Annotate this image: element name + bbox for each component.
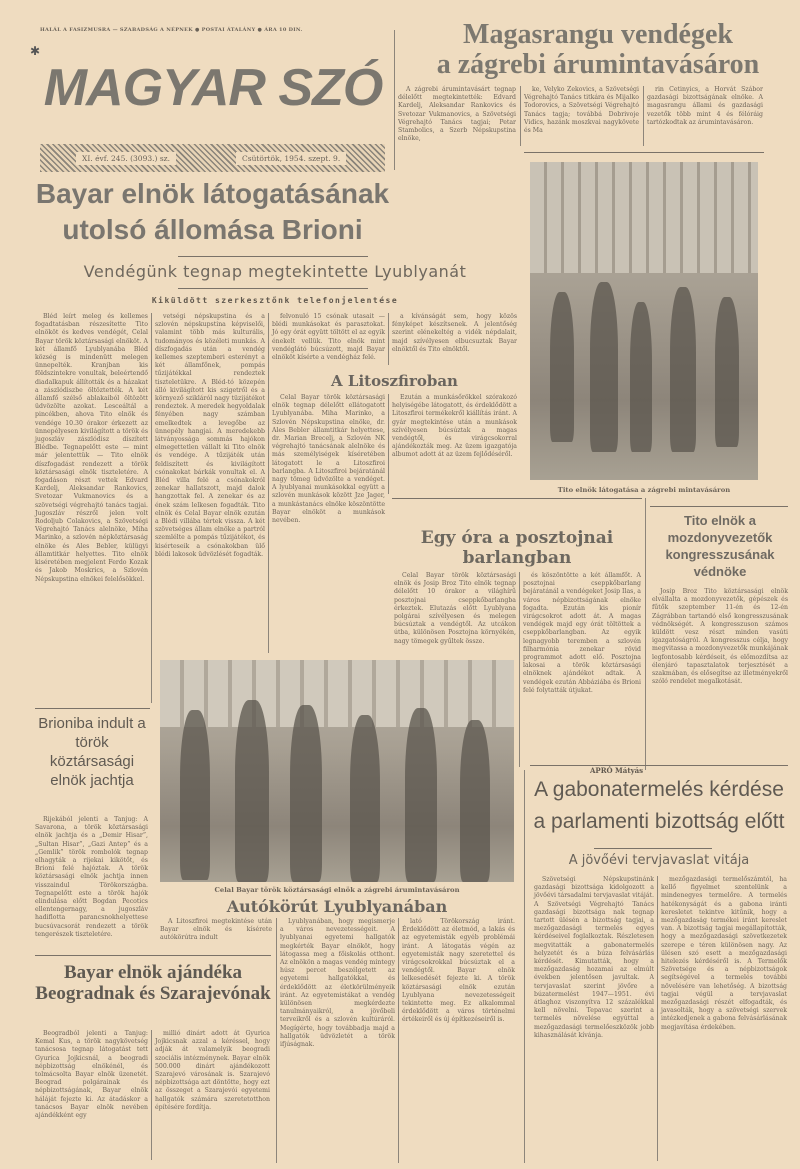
bayar-fair-photo [160,660,514,882]
newspaper-title: MAGYAR SZÓ [43,59,383,117]
divider [35,955,271,956]
litoszfiro-heading: A Litoszfiroban [331,372,458,390]
divider [178,288,368,289]
magasrangu-column-1: A zágrebi árumintavásárt tegnap délelőtt megtekintették: Edvard Kardelj, Aleksandar Rankovics és Svetozar Vukmanovics, a Szövetségi Végrehajtó Tanács tagjai; Petar Stambolics, a Szerb Népskupstina elnöke, [398,86,516,143]
divider [178,256,368,257]
lead-column-1: Bléd leírt meleg és kellemes fogadtatásban részesítette Tito elnököt és kedves vendégét, Celal Bayar török köztársasági elnököt. A két államfő Lyublyanába Bléd község is mindenütt melegen ünnepelték. Kranjban kis földszintekre vonultak, beleértendő diadalkapuk állították és a házakat a zászlódiszbe öltöztették. A két államfő szélső ablakaiból öltözött üdvözölte azokat. Lesceáltál a pincékben, ahova Tito elnök és vendége 10.30 órakor érkezett az ünnepélyesen kivilágított a török és jugoszláv zászlódisz díszített Blédbe. Tegnapelőtt este — mint már jelentettük — Tito elnök díszfogadást rendezett a török köztársasági elnök tiszteletére. A fogadáson részt vettek Edvard Kardelj, Aleksandar Rankovics, Svetozar Vukmanovics és a szövetségi végrehajtó tanács tagjai. Jugoszláv részről jelen volt Rodoljub Colakovics, a Szövetségi Végrehajtó Tanács alelnöke, Miha Marinko, a szlovén népköztársaság elnöke és Ales Bebler, külügyi államtitkár helyettes. Tito elnök kiséretében megjelent Ferdo Kozak és Jakob Moskrics, a Szlovén Népskupstina elnökei felelősökkel. [35,313,148,583]
bayar-fair-photo-caption: Celal Bayar török köztársasági elnök a zágrebi árumintavásáron [214,886,460,894]
ajandek-heading: Bayar elnök ajándéka Beogradnak és Szarajevónak [35,962,271,1004]
issue-date: Csütörtök, 1954. szept. 9. [236,152,346,165]
divider [594,848,712,849]
barlang-heading-line2: barlangban [462,548,572,568]
autokorut-intro: A Litoszfiroi megtekintése után Bayar elnök és kísérete autókörútra indult [160,918,272,942]
divider [524,152,764,153]
gabona-heading-line2: a parlamenti bizottság előtt [533,810,785,833]
ajandek-column-1: Beogradból jelenti a Tanjug: Kemal Kus, a török nagykövetség tanácsosa tegnap látogatást tett Gyurica Jojkicsnál, a beogradi népbizottság elnökénél, és tolmácsolta Bayar elnök üzenetét. Beograd polgárainak és népbizottságának, Bayar elnök háláját fejezte ki. Az átadáskor a tanácsos Bayar elnök nevében ajándékként egy [35,1030,148,1120]
divider [392,498,642,499]
barlang-heading-line1: Egy óra a posztojnai [420,528,614,548]
gabona-subheading: A jövőévi tervjavaslat vitája [568,853,750,868]
column-divider [151,313,152,703]
divider [35,708,150,709]
issue-number: XI. évf. 245. (3093.) sz. [76,152,176,165]
autokorut-column-2: lató Törökország iránt. Érdeklődött az életmód, a lakás és az egyetemisták egyéb problémái iránt. A látogatás végén az egyetemisták nagy szeretettel és virágcsokrokkal búcsúztak el a vendégtől. Bayar elnök lelkesedését fejezte ki. A török köztársasági elnök ezután Lyublyana nevezetességeit tekintette meg. Ez alkalommal érdeklődött a város történelmi értékeiről és új építkezéseiről is. [402,918,515,1024]
tito-fair-photo-caption: Tito elnök látogatása a zágrebi mintavásáron [557,486,731,494]
column-divider [645,498,646,770]
tito-box-heading: Tito elnök a mozdonyvezetők kongresszusának védnöke [665,513,775,579]
column-divider [388,394,389,494]
column-divider [268,313,269,653]
brioni-heading: Brioniba indult a török köztársasági elnök jachtja [38,715,146,789]
gabona-column-1: Szövetségi Népskupstinánk gazdasági bizottsága kidolgozott a jövőévi társadalmi tervjavaslat vitáját. A Szövetségi Végrehajtó Tanács gazdasági bizottsága nak tegnap tartott ülésén a bizottság tagjai, a mezőgazdasági termelés egyes kérdéseivel foglalkoztak. Részletesen megvitatták a gabonatermelés helyzetét és a búza felvásárlás kérdését. Kimutatták, hogy a mezőgazdaság hozamai az elmúlt években jelentősen javultak. A tervjavaslat szerint jövőre a búzatermelést 1947—1951. évi átlaghoz viszonyítva 12 százalékkal kell növelni. Tepavac szerint a termelés növelése egyúttal a mezőgazdasági termelőeszközök jobb kihasználását kívánja. [534,876,654,1039]
litoszfiro-column-1: Celal Bayar török köztársasági elnök tegnap délelőtt ellátogatott Lyublyanába. Miha Marinko, a Szlovén Népskupstina elnöke, dr. Ales Bebler államtitkár helyettese, dr. Marian Brecelj, a Szlovén NK végrehajtó tanácsának alelnöke és más személyiségek kíséretében látogatott le a Litoszfiroi barlangba. A Litoszfiroi bejáratánál nagy tömeg üdvözölte a vendéget. A lyublyanai munkásokkal együtt a szlovén munkások között Jze Jager, a munkástanács elnöke köszöntötte Bayar elnököt a munkások nevében. [272,394,385,525]
lead-byline: Kiküldött szerkesztőnk telefonjelentése [151,296,399,305]
magasrangu-column-2: ke, Velyko Zekovics, a Szövetségi Végrehajtó Tanács titkára és Mijalko Todorovics, a Szövetségi Végrehajtó Tanács tagja; továbbá Dobrivoje Vidics, hazánk moszkvai nagykövete és Ma [524,86,639,135]
barlang-signature: APRÓ Mátyás [590,766,644,775]
litoszfiro-column-2: Ezután a munkásőrökkel szórakozó helyiségébe látogatott, és érdeklődött a Litoszfiroi termékekről kiállítás iránt. A gyár megtekintése után a munkások szívélyesen búcsúztak a magas vendégtől, és virágcsokorral ajándékozták meg. Az üzem igazgatója albumot adott át az üzem fejlődéséről. [392,394,517,459]
gabona-column-2: mezőgazdasági termelőszámtól, ha kellő figyelmet szentelünk a mindenegyes termelőre. A termelés hatékonyságát és a gabona iránti keresletet tekintve kitűnik, hogy a mezőgazdaság termékei iránt kereslet van. A bizottság tagjai megállapították, hogy a mezőgazdasági szövetkezetek szerepe e téren különösen nagy. Az ülésen szó esett a mezőgazdasági hitelezés kérdéséről is. A Termelők Szövetsége és a népbizottságok segítségével a termelés további növelésére van lehetőség. A bizottság tagjai végül a tervjavaslat mezőgazdasági részét elfogadták, és javasolták, hogy a szövetségi szervek intézkedjenek a gabona felvásárlásának megjavítása érdekében. [661,876,787,1031]
lead-subheadline: Vendégünk tegnap megtekintette Lyublyanát [83,262,467,281]
column-divider [398,918,399,1163]
gabona-heading-line1: A gabonatermelés kérdése [534,778,784,801]
column-divider [643,86,644,146]
column-divider [276,918,277,1163]
magasrangu-headline-line1: Magasrangu vendégek [463,19,733,50]
barlang-column-1: Celal Bayar török köztársasági elnök és Josip Broz Tito elnök tegnap délelőtt 10 órakor a világhírű posztojnai cseppkőbarlangba érkeztek. Elutazás előtt Lyublyana polgárai szívélyesen és melegen búcsúztak a vendégtől. Az utcákon útba, különösen Posztojna környékén, nagy tömegek gyűltek össze. [394,572,516,645]
lead-column-3: felvonuló 15 csónak utasait — blédi munkásokat és parasztokat. Jó egy órát együtt töltött el az egyik énekelt vellük. Tito elnök mint vendéglátó búcsúzott, majd Bayar elnököt kísérte a vendégház felé. [272,313,385,362]
magasrangu-column-3: rin Cetinyics, a Horvát Szábor gazdasági bizottságának elnöke. A magasrangu állami és gazdasági vezetők több mint 4 és félóráig tartózkodtak az árumintavásáron. [647,86,763,126]
barlang-column-2: és köszöntötte a két államfőt. A posztojnai cseppkőbarlang bejáratánál a vendégeket Josip Ilas, a város népbizottságának elnöke fogadta. Ezután kis pionír virágcsokrot adott át. A magas vendégek majd egy órát töltöttek a cseppkőbarlangban. Az egyik legnagyobb teremben a szlovén filharmónia zenekar rövid programmot adott elő. Posztojna lakosai a török köztársasági elnöknek ajándékot adtak. A vendégek ezután Abbáziába és Brioni felé folytatták útjukat. [523,572,641,694]
lead-column-2: vetségi népskupstina és a szlovén népskupstina képviselői, valamint több más kulturális, tudományos és közéleti munkás. A díszfogadás után a vendég kellemes szeptemberi esterényt a két államfőnek, pompás tűzijátékkal rendeztek tiszteletükre. A Bléd-tó közepén álló kivilágított kis szigetről és a környező szikláról nagy tüzijátékot rendeztek. A meredek hegyoldalak fényében nagy számban emelkedtek a levegőbe az ünnepély hangjai. A meredekebb látványossága sommás hajókon elmegettetlen vállalt ki Tito elnök és vendége. A tűzijáték után feldiszített és kivilágított csónakokat bárkák vonultak el. A Bléd villa felé a csónakokról zenekar hallatszott, majd dalok hangzottak fel. A zenekar és az ének szám lelkesen fogadták. Tito elnök és Celal Bayar elnök ezután a Blédi villába tértek vissza. A két szövetséges állam elnöke a partról szemlélte a pompás tűzijátékot, és kisérteseik a csónakokban ülő blédi lakosok üdvözlését fogadták. [155,313,265,558]
autokorut-heading: Autókörút Lyublyanában [226,897,448,916]
column-divider [519,572,520,767]
column-divider [520,86,521,146]
autokorut-column-1: Lyublyanában, hogy megismerje a város nevezetességeit. A lyublyanai egyetemi hallgatók megkérték Bayar elnököt, hogy látogassa meg a főiskolás otthont. Az elnökön a magas vendég mintegy húsz percet beszélgetett az egyetemi hallgatókkal, és érdeklődött az életkörülményeik iránt. Az egyetemistákat a vendég különösen megkérdezte tanulmányaikról, a jövőbeli terveikről és a szlovén kultúráról. Megígérte, hogy továbbadja majd a hallgatók üdvözletét a török ifjúságnak. [280,918,395,1049]
lead-headline-line1: Bayar elnök látogatásának [35,178,390,209]
tito-fair-photo [530,162,758,480]
divider [530,765,788,766]
masthead-topline: HALÁL A FASIZMUSRA — SZABADSÁG A NÉPNEK ● POSTAI ÁTALÁNY ● ÁRA 10 DIN. [40,27,303,33]
divider [650,506,788,507]
column-divider [151,1030,152,1160]
column-divider [394,30,395,170]
lead-headline-line2: utolsó állomása Brioni [62,214,363,245]
brioni-text: Rijekából jelenti a Tanjug: A Savarona, a török köztársasági elnök jachtja és a „Demir Hisar”, „Sultan Hisar”, „Gazi Antep” és a „Gemlik” török rombolók tegnap elhagyták a rijekai kikötőt, és Brioni felé hajóztak. A török köztársasági elnök jachtja innen visszaindul Törökországba. Tegnapelőtt este a török hajók elindulása előtt Bogdan Pecotics ellentengernagy, a jugoszláv hadiflotta parancsnokhelyettese bucsúvacsorát rendezett a török tengerészek tiszteletére. [35,816,148,938]
magasrangu-headline-line2: a zágrebi árumintavásáron [436,49,760,80]
lead-column-4: a kívánságát sem, hogy közös fényképet készítsenek. A jelentőség szerint elénekeltég a vidék népdalait, majd szívélyesen elbucsuztak Bayar elnöktől és Tito elnöktől. [392,313,517,353]
ajandek-column-2: millió dinárt adott át Gyurica Jojkicsnak azzal a kéréssel, hogy adják át valamelyik beogradi szociális intézménynek. Bayar elnök 500.000 dinárt ajándékozott Szarajevó városának is. Szarajevó népbizottsága azt döntötte, hogy ezt az összeget a Szarajevói egyetemi hallgatók számára szeretetotthon építésére fordítja. [155,1030,270,1111]
column-divider [388,313,389,365]
column-divider [524,770,525,1163]
tito-box-text: Josip Broz Tito köztársasági elnök elvállalta a mozdonyvezetők, gépészek és fűtők szeptember 11-én és 12-én Zágrábban tartandó első kongresszusának védnökségét. A kongresszuson számos küldött vesz részt minden vasúti igazgatóságról. A kongresszus célja, hogy megvitassa a mozdonyvezetők munkájának legfontosabb kérdéseit, és előmozdítsa az élenjáró tapasztalatok terjesztését a szakmában, és elősegítse az illetményekről szóló rendelet megalkotását. [652,588,788,686]
column-divider [657,876,658,1161]
star-icon: ✱ [30,44,41,58]
